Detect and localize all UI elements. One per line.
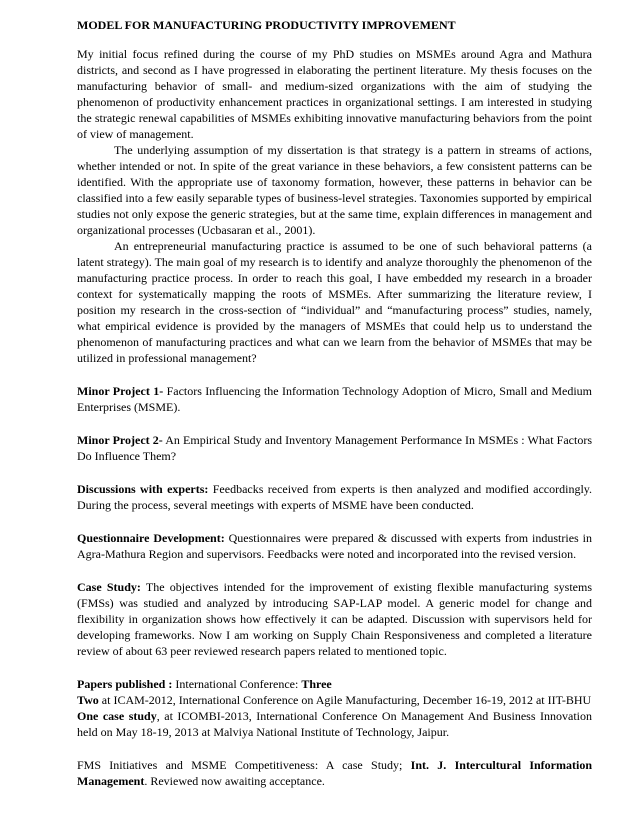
papers-section — [77, 676, 592, 740]
papers-label: Papers published : — [77, 677, 173, 691]
papers-item-one — [77, 708, 592, 740]
fms-journal: Int. J. Intercultural Information Management — [77, 758, 592, 788]
questionnaire-section — [77, 530, 592, 562]
intro-paragraph-3: An entrepreneurial manufacturing practice is assumed to be one of such behavioral patterns (a latent strategy). The main goal of my research is to identify and analyze thoroughly the phenomenon of the manufacturing practice process. In order to reach this goal, I have embedded my research in a broader context for systematically mapping the roots of MSMEs. After summarizing the literature review, I position my research in the cross-section of “individual” and “manufacturing process” studies, namely, what empirical evidence is provided by the managers of MSMEs that could help us to understand the phenomenon of manufacturing practices and what can we learn from the behavior of MSMEs that may be utilized in professional management? — [77, 239, 592, 365]
minor-project-2 — [77, 432, 592, 464]
papers-item-two — [77, 692, 592, 708]
minor-project-2-label: Minor Project 2- — [77, 433, 163, 447]
questionnaire-label: Questionnaire Development: — [77, 531, 225, 545]
page-title: MODEL FOR MANUFACTURING PRODUCTIVITY IMPROVEMENT — [77, 18, 456, 32]
discussions-section — [77, 481, 592, 513]
papers-conference-text: International Conference: — [172, 677, 302, 691]
minor-project-2-text: An Empirical Study and Inventory Management Performance In MSMEs : What Factors Do Influence Them? — [77, 433, 592, 463]
minor-project-1 — [77, 383, 592, 415]
fms-text: FMS Initiatives and MSME Competitiveness: A case Study; — [77, 758, 411, 772]
case-study-label: Case Study: — [77, 580, 141, 594]
intro-paragraph-1: My initial focus refined during the course of my PhD studies on MSMEs around Agra and Mathura districts, and second as I have progressed in elaborating the pertinent literature. My thesis focuses on the manufacturing behavior of small- and medium-sized organizations with the aim of studying the phenomenon of productivity enhancement practices in organizational settings. I am interested in studying the strategic renewal capabilities of MSMEs exhibiting innovative manufacturing behaviors from the point of view of management. — [77, 47, 592, 141]
discussions-label: Discussions with experts: — [77, 482, 209, 496]
papers-conference-count: Three — [301, 677, 332, 691]
minor-project-1-label: Minor Project 1- — [77, 384, 164, 398]
fms-status: . Reviewed now awaiting acceptance. — [144, 774, 325, 788]
case-study-section — [77, 579, 592, 659]
papers-one-text: , at ICOMBI-2013, International Conference On Management And Business Innovation held on May 18-19, 2013 at Malviya National Institute of Technology, Jaipur. — [77, 709, 592, 739]
questionnaire-text: Questionnaires were prepared & discussed with experts from industries in Agra-Mathura Region and supervisors. Feedbacks were noted and incorporated into the revised version. — [77, 531, 592, 561]
case-study-text: The objectives intended for the improvement of existing flexible manufacturing systems (FMSs) was studied and analyzed by introducing SAP-LAP model. A generic model for change and flexibility in organization shows how effectively it can be adapted. Discussion with supervisors held for developing frameworks. Now I am working on Supply Chain Responsiveness and completed a literature review of about 63 peer reviewed research papers related to mentioned topic. — [77, 580, 592, 658]
minor-project-1-text: Factors Influencing the Information Technology Adoption of Micro, Small and Medium Enterprises (MSME). — [77, 384, 592, 414]
papers-two-label: Two — [77, 693, 99, 707]
papers-one-label: One case study — [77, 709, 157, 723]
papers-two-text: at ICAM-2012, International Conference on Agile Manufacturing, December 16-19, 2012 at IIT-BHU — [98, 693, 592, 707]
intro-paragraph-2: The underlying assumption of my dissertation is that strategy is a pattern in streams of actions, whether intended or not. In spite of the great variance in these behaviors, a few consistent patterns can be identified. With the appropriate use of taxonomy formation, however, these patterns in behavior can be classified into a few easily separable types of business-level strategies. Taxonomies supported by empirical studies not only expose the generic strategies, but at the same time, explain differences in management and organizational processes (Ucbasaran et al., 2001). — [77, 143, 592, 237]
papers-heading — [77, 676, 592, 692]
discussions-text: Feedbacks received from experts is then analyzed and modified accordingly. During the process, several meetings with experts of MSME have been conducted. — [77, 482, 593, 512]
fms-section — [77, 757, 592, 789]
